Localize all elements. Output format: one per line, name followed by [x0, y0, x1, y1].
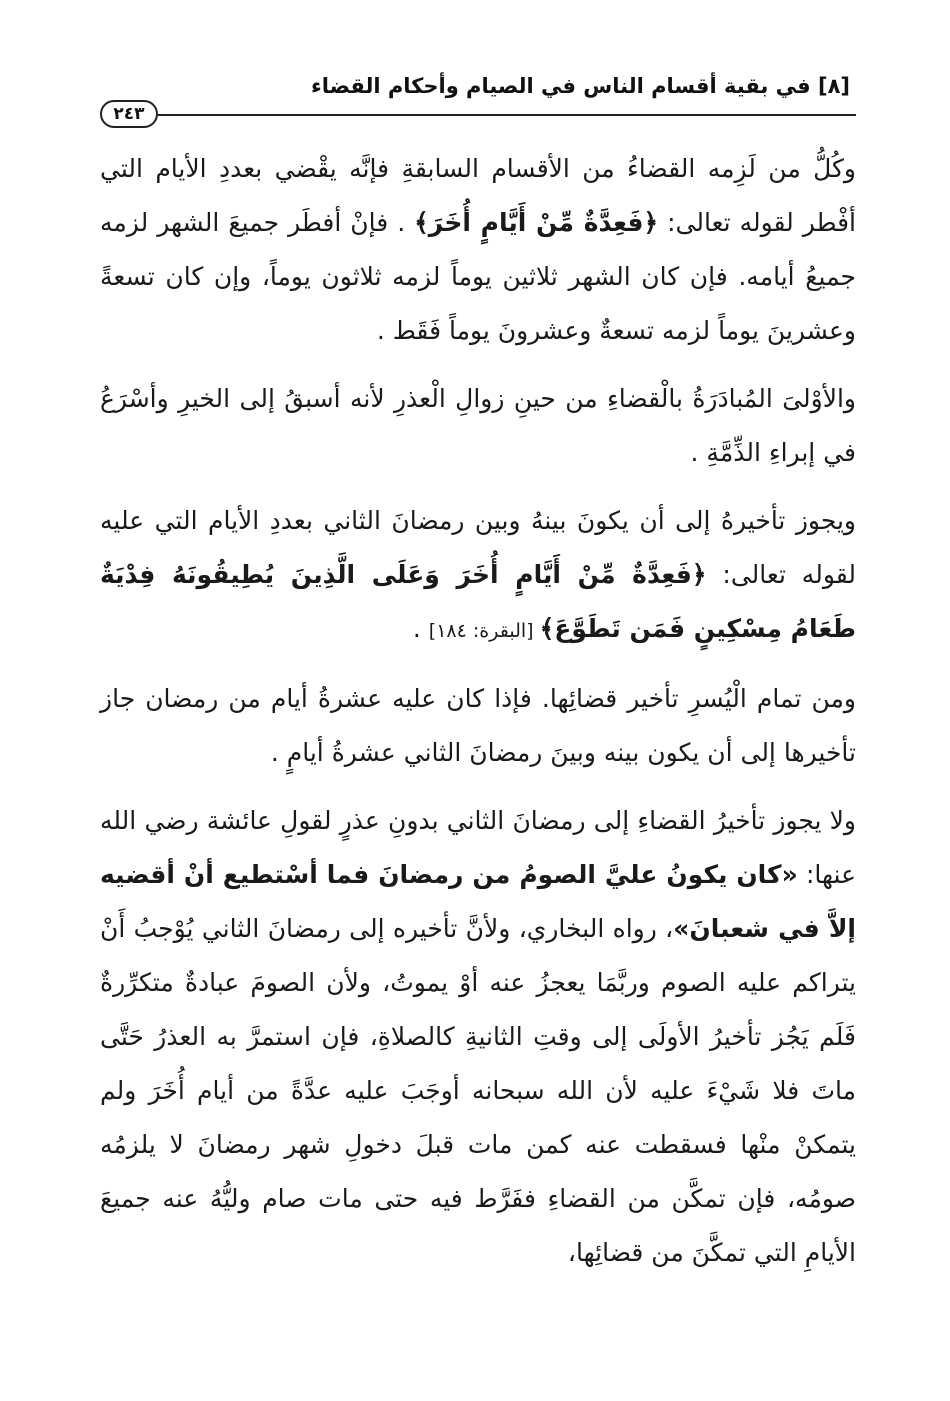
quran-verse: ﴿فَعِدَّةٌ مِّنْ أَيَّامٍ أُخَرَ وَعَلَى الَّذِينَ يُطِيقُونَهُ فِدْيَةٌ طَعَامُ مِسْكِينٍ فَمَن تَطَوَّعَ﴾	[100, 560, 856, 643]
paragraph-5	[100, 794, 856, 1280]
paragraph-text: .	[412, 614, 429, 643]
verse-reference: [البقرة: ١٨٤]	[428, 620, 540, 642]
document-page	[100, 62, 856, 1294]
paragraph-4: ومن تمام الْيُسرِ تأخير قضائِها. فإذا كان عليه عشرةُ أيام من رمضان جاز تأخيرها إلى أن يكون بينه وبينَ رمضانَ الثاني عشرةُ أيامٍ .	[100, 684, 856, 767]
page-body	[100, 142, 856, 1280]
hadith-quote: «كان يكونُ عليَّ الصومُ من رمضانَ فما أسْتطيع أنْ أقضيه إلاَّ في شعبانَ»	[100, 860, 857, 943]
header-rule	[158, 114, 856, 116]
page-number: ٢٤٣	[100, 100, 158, 128]
chapter-title: [٨] في بقية أقسام الناس في الصيام وأحكام القضاء	[311, 74, 850, 98]
paragraph-text: . فإنْ أفطَر جميعَ الشهر لزمه جميعُ أيامه. فإن كان الشهر ثلاثين يوماً لزمه ثلاثون يوماً، وإن كان تسعةً وعشرينَ يوماً لزمه تسعةٌ وعشرونَ يوماً فَقَط .	[100, 208, 856, 345]
paragraph-text: ولا يجوز تأخيرُ القضاءِ إلى رمضانَ الثاني بدونِ عذرٍ لقولِ عائشة رضي الله عنها:	[100, 806, 856, 889]
quran-verse: ﴿فَعِدَّةٌ مِّنْ أَيَّامٍ أُخَرَ﴾	[414, 208, 659, 237]
paragraph-text: وكُلُّ من لَزِمه القضاءُ من الأقسام السابقةِ فإنَّه يقْضي بعددِ الأيام التي أفْطر لقوله تعالى:	[100, 154, 856, 237]
paragraph-text: ، رواه البخاري، ولأنَّ تأخيره إلى رمضانَ الثاني يُوْجبُ أَنْ يتراكم عليه الصوم وربَّمَا يعجزُ عنه أوْ يموتُ، ولأن الصومَ عبادةٌ متكرِّرةٌ فَلَم يَجُز تأخيرُ الأولَى إلى وقتِ الثانيةِ كالصلاةِ، فإن استمرَّ به العذرُ حَتَّى ماتَ فلا شَيْءَ عليه لأن الله سبحانه أوجَبَ عليه عدَّةً من أيام أُخَرَ ولم يتمكنْ منْها فسقطت عنه كمن مات قبلَ دخولِ شهر رمضانَ لا يلزمُه صومُه، فإن تمكَّن من القضاءِ ففَرَّط فيه حتى مات صام وليُّهُ عنه جميعَ الأيامِ التي تمكَّنَ من قضائِها،	[100, 914, 856, 1267]
paragraph-2: والأوْلىَ المُبادَرَةُ بالْقضاءِ من حينِ زوالِ الْعذرِ لأنه أسبقُ إلى الخيرِ وأسْرَعُ في إبراءِ الذِّمَّةِ .	[100, 384, 856, 467]
page-header	[100, 62, 856, 124]
paragraph-text: ويجوز تأخيرهُ إلى أن يكونَ بينهُ وبين رمضانَ الثاني بعددِ الأيام التي عليه لقوله تعالى:	[100, 506, 856, 589]
paragraph-3	[100, 494, 856, 658]
paragraph-1	[100, 142, 856, 358]
